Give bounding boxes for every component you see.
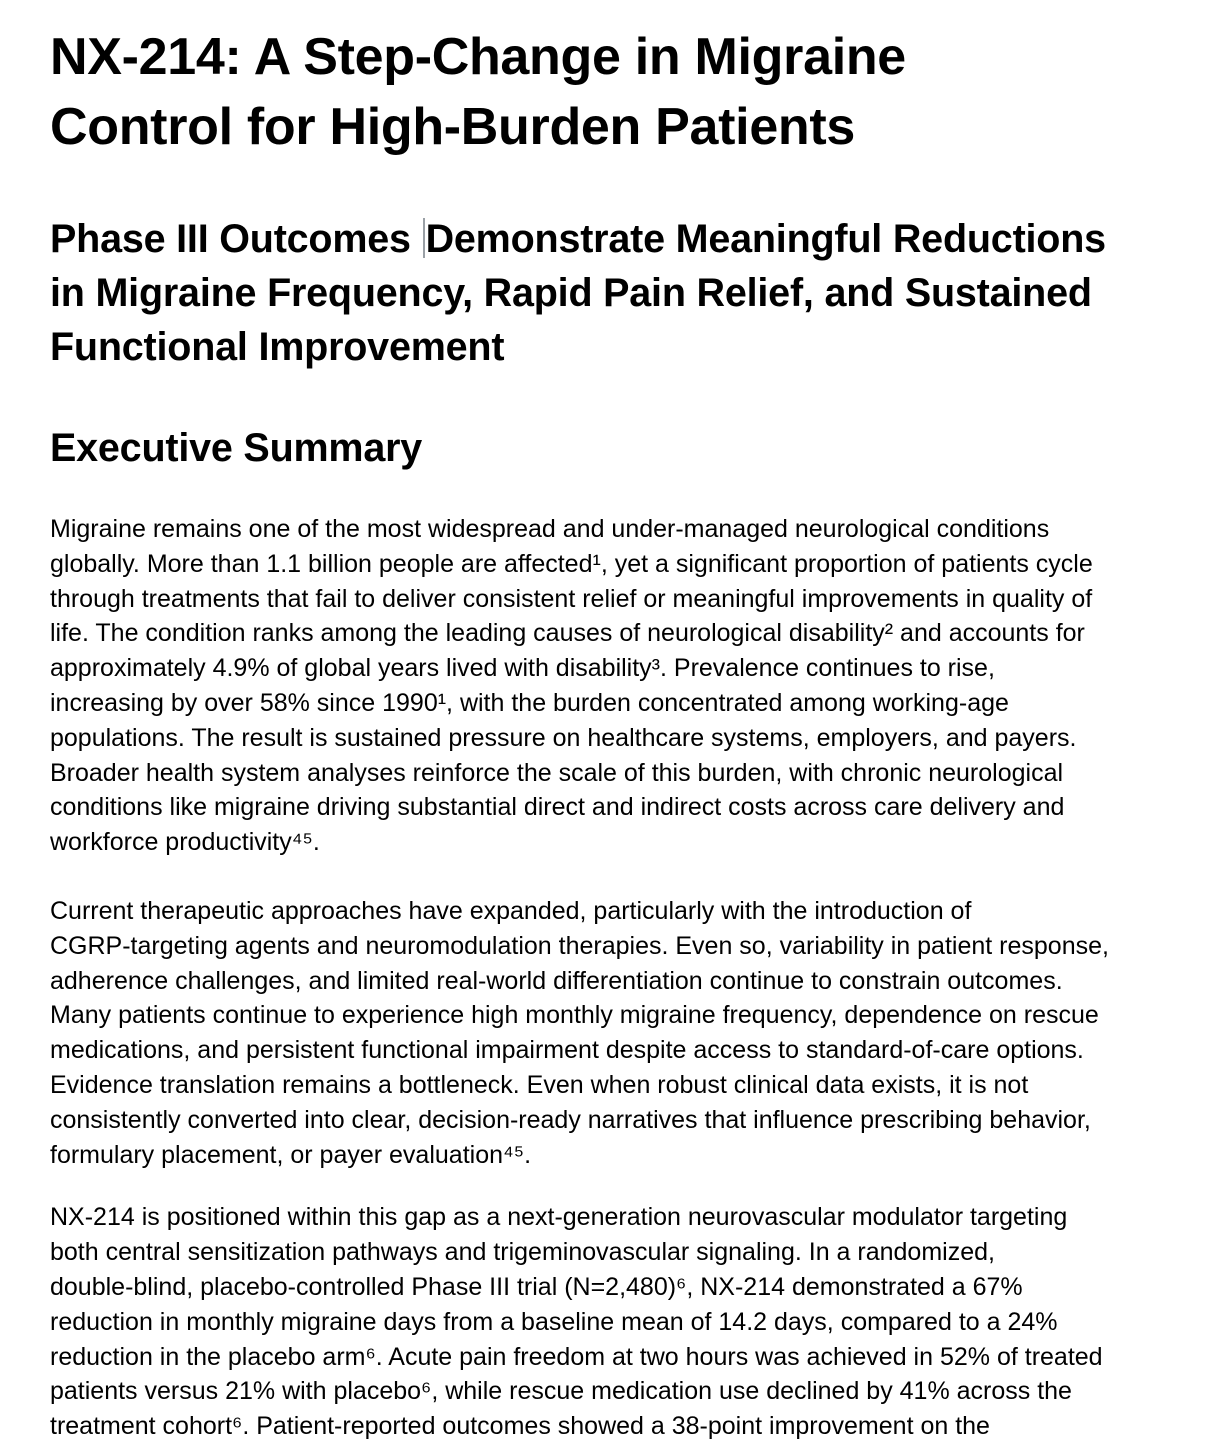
subtitle-line: Functional Improvement bbox=[50, 325, 505, 369]
subtitle-line bbox=[50, 212, 1190, 266]
subtitle-line: in Migraine Frequency, Rapid Pain Relief, and Sustained bbox=[50, 271, 1092, 315]
paragraph-line: NX-214 is positioned within this gap as a next-generation neurovascular modulator targeting bbox=[50, 1203, 1068, 1232]
body-paragraph bbox=[50, 894, 1190, 1172]
paragraph-line: both central sensitization pathways and trigeminovascular signaling. In a randomized, bbox=[50, 1238, 995, 1267]
document-title bbox=[50, 22, 1190, 162]
subtitle-text: Phase III Outcomes bbox=[50, 217, 422, 261]
text-cursor bbox=[423, 218, 425, 258]
paragraph-line: workforce productivity⁴⁵. bbox=[50, 828, 320, 857]
paragraph-line: adherence challenges, and limited real-world differentiation continue to constrain outcomes. bbox=[50, 966, 1063, 995]
paragraph-line: Migraine remains one of the most widespread and under-managed neurological conditions bbox=[50, 515, 1050, 543]
paragraph-line: consistently converted into clear, decision-ready narratives that influence prescribing behavior, bbox=[50, 1105, 1091, 1134]
body-paragraph bbox=[50, 1200, 1190, 1444]
paragraph-line: CGRP-targeting agents and neuromodulation therapies. Even so, variability in patient response, bbox=[50, 931, 1109, 960]
body-paragraph bbox=[50, 512, 1190, 860]
paragraph-line: double-blind, placebo-controlled Phase III trial (N=2,480)⁶, NX-214 demonstrated a 67% bbox=[50, 1272, 1023, 1301]
paragraph-line: globally. More than 1.1 billion people are affected¹, yet a significant proportion of patients cycle bbox=[50, 549, 1093, 578]
paragraph-line: Broader health system analyses reinforce the scale of this burden, with chronic neurological bbox=[50, 758, 1064, 787]
paragraph-line: through treatments that fail to deliver consistent relief or meaningful improvements in quality of bbox=[50, 584, 1093, 613]
paragraph-line: increasing by over 58% since 1990¹, with the burden concentrated among working-age bbox=[50, 688, 1009, 717]
paragraph-line: patients versus 21% with placebo⁶, while rescue medication use declined by 41% across the bbox=[50, 1377, 1072, 1406]
paragraph-line: Current therapeutic approaches have expanded, particularly with the introduction of bbox=[50, 896, 972, 925]
paragraph-line: conditions like migraine driving substantial direct and indirect costs across care delivery and bbox=[50, 793, 1065, 822]
paragraph-line: Many patients continue to experience high monthly migraine frequency, dependence on rescue bbox=[50, 1001, 1099, 1030]
paragraph-line: populations. The result is sustained pressure on healthcare systems, employers, and payers. bbox=[50, 723, 1077, 752]
paragraph-line: formulary placement, or payer evaluation⁴⁵. bbox=[50, 1140, 532, 1169]
title-line: NX-214: A Step-Change in Migraine bbox=[50, 28, 906, 86]
section-heading: Executive Summary bbox=[50, 426, 423, 470]
paragraph-line: reduction in monthly migraine days from a baseline mean of 14.2 days, compared to a 24% bbox=[50, 1307, 1058, 1336]
paragraph-line: life. The condition ranks among the leading causes of neurological disability² and accounts for bbox=[50, 619, 1085, 648]
paragraph-line: reduction in the placebo arm⁶. Acute pain freedom at two hours was achieved in 52% of treated bbox=[50, 1342, 1103, 1371]
subtitle-text: Demonstrate Meaningful Reductions bbox=[425, 217, 1106, 261]
title-line: Control for High-Burden Patients bbox=[50, 98, 856, 156]
document-page bbox=[50, 0, 1190, 1444]
paragraph-line: medications, and persistent functional impairment despite access to standard-of-care options. bbox=[50, 1036, 1084, 1065]
paragraph-line: treatment cohort⁶. Patient-reported outcomes showed a 38-point improvement on the bbox=[50, 1412, 990, 1441]
paragraph-line: Evidence translation remains a bottleneck. Even when robust clinical data exists, it is not bbox=[50, 1070, 1029, 1099]
document-subtitle[interactable] bbox=[50, 212, 1190, 374]
paragraph-line: approximately 4.9% of global years lived with disability³. Prevalence continues to rise, bbox=[50, 654, 995, 683]
